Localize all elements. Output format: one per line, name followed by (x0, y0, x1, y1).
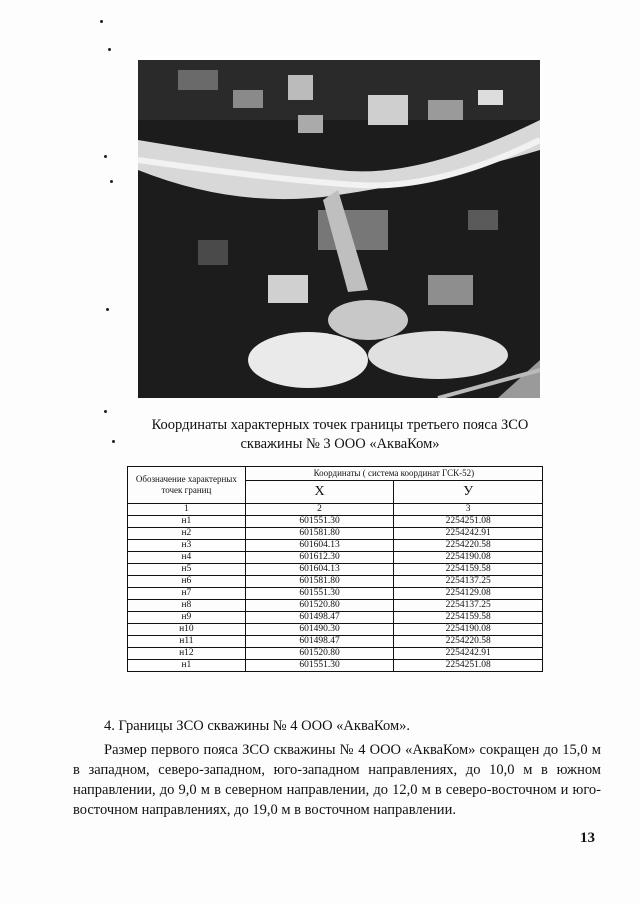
cell-name: н8 (128, 600, 246, 612)
table-row (128, 576, 543, 588)
cell-name: н10 (128, 624, 246, 636)
table-row (128, 624, 543, 636)
margin-speck (104, 410, 107, 413)
cell-name: н5 (128, 564, 246, 576)
cell-x: 601551.30 (245, 516, 394, 528)
cell-y: 2254129.08 (394, 588, 543, 600)
aerial-photo (138, 60, 540, 398)
cell-name: н1 (128, 660, 246, 672)
table-row (128, 660, 543, 672)
cell-x: 601520.80 (245, 600, 394, 612)
cell-x: 601490.30 (245, 624, 394, 636)
margin-speck (104, 155, 107, 158)
cell-name: н11 (128, 636, 246, 648)
table-row (128, 540, 543, 552)
cell-x: 601604.13 (245, 564, 394, 576)
cell-x: 601581.80 (245, 528, 394, 540)
cell-y: 2254242.91 (394, 528, 543, 540)
header-x: X (245, 481, 394, 504)
table-row (128, 528, 543, 540)
margin-speck (100, 20, 103, 23)
cell-name: н7 (128, 588, 246, 600)
index-cell: 3 (394, 504, 543, 516)
table-row (128, 636, 543, 648)
index-cell: 2 (245, 504, 394, 516)
cell-x: 601551.30 (245, 660, 394, 672)
table-row (128, 588, 543, 600)
table-row (128, 564, 543, 576)
table-row (128, 648, 543, 660)
table-row (128, 600, 543, 612)
index-row (128, 504, 543, 516)
cell-name: н2 (128, 528, 246, 540)
margin-speck (110, 180, 113, 183)
cell-name: н6 (128, 576, 246, 588)
cell-x: 601604.13 (245, 540, 394, 552)
cell-y: 2254190.08 (394, 624, 543, 636)
cell-name: н3 (128, 540, 246, 552)
cell-y: 2254220.58 (394, 540, 543, 552)
header-point-name: Обозначение характерных точек границ (128, 467, 246, 504)
table-row (128, 612, 543, 624)
cell-x: 601551.30 (245, 588, 394, 600)
page-number: 13 (580, 830, 595, 846)
table-caption (100, 416, 580, 454)
cell-y: 2254251.08 (394, 660, 543, 672)
margin-speck (106, 308, 109, 311)
cell-x: 601498.47 (245, 612, 394, 624)
caption-line-2: скважины № 3 ООО «АкваКом» (240, 436, 440, 452)
margin-speck (108, 48, 111, 51)
table-row (128, 552, 543, 564)
cell-name: н4 (128, 552, 246, 564)
cell-name: н9 (128, 612, 246, 624)
cell-x: 601498.47 (245, 636, 394, 648)
section-title: 4. Границы ЗСО скважины № 4 ООО «АкваКом». (104, 718, 411, 734)
header-y: У (394, 481, 543, 504)
cell-name: н1 (128, 516, 246, 528)
cell-y: 2254251.08 (394, 516, 543, 528)
cell-y: 2254137.25 (394, 600, 543, 612)
section-paragraph: Размер первого пояса ЗСО скважины № 4 ООО «АкваКом» сокращен до 15,0 м в западном, северо-западном, юго-западном направлениях, до 10,0 м в южном направлении, до 9,0 м в северном направлении, до 12,0 м в северо-восточном и юго-восточном направлениях, до 19,0 м в восточном направлении. (73, 742, 601, 818)
cell-name: н12 (128, 648, 246, 660)
cell-y: 2254137.25 (394, 576, 543, 588)
coordinates-table (127, 466, 543, 672)
cell-y: 2254242.91 (394, 648, 543, 660)
cell-y: 2254159.58 (394, 564, 543, 576)
cell-x: 601612.30 (245, 552, 394, 564)
cell-y: 2254159.58 (394, 612, 543, 624)
cell-x: 601581.80 (245, 576, 394, 588)
cell-y: 2254190.08 (394, 552, 543, 564)
table-row (128, 516, 543, 528)
cell-x: 601520.80 (245, 648, 394, 660)
header-coordinates: Координаты ( система координат ГСК-52) (245, 467, 542, 481)
index-cell: 1 (128, 504, 246, 516)
caption-line-1: Координаты характерных точек границы третьего пояса ЗСО (151, 417, 529, 433)
cell-y: 2254220.58 (394, 636, 543, 648)
